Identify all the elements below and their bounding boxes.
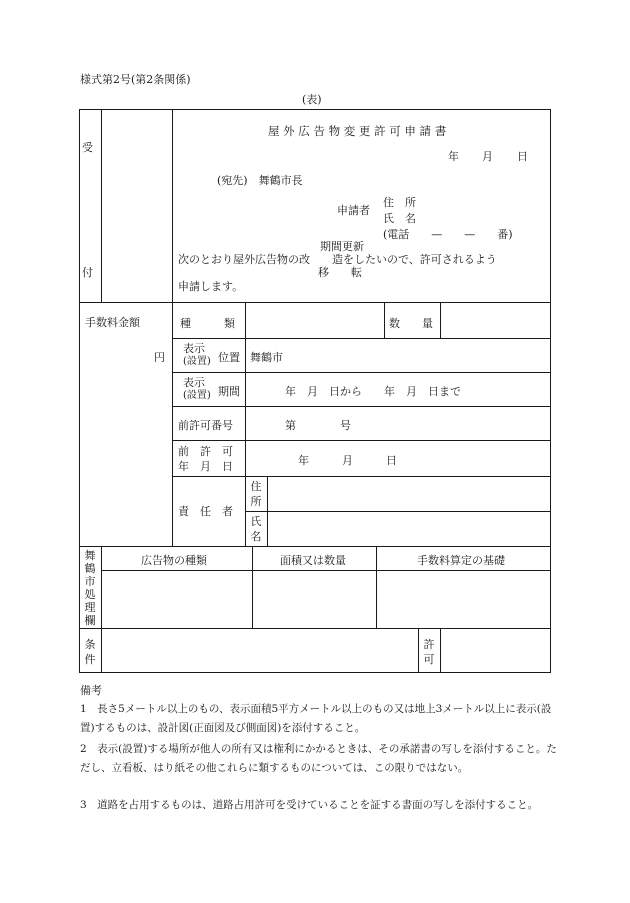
location-value: 舞鶴市 (250, 351, 283, 364)
processing-side-label: 舞 鶴 市 処 理 欄 (84, 549, 96, 627)
remarks-title: 備考 (80, 684, 102, 697)
permit-label: 許 可 (423, 638, 435, 666)
col-ad-type: 広告物の種類 (141, 554, 207, 567)
col-area-quantity: 面積又は数量 (280, 554, 346, 567)
prev-permit-no-label: 前許可番号 (178, 419, 233, 432)
body-line-2: 申請します。 (178, 280, 244, 293)
remark-item-1: 1 長さ5メートル以上のもの、表示面積5平方メートル以上のもの又は地上3メートル以上に表示(設置)するものは、設計図(正面図及び側面図)を添付すること。 (80, 703, 552, 734)
frame-bottom (79, 672, 551, 673)
display-location-prefix: 表示 (設置) (183, 342, 211, 367)
date-month: 月 (482, 150, 493, 163)
col-fee-basis: 手数料算定の基礎 (417, 554, 505, 567)
fee-unit: 円 (154, 351, 165, 364)
resp-address-label: 住 所 (250, 480, 262, 508)
frame-top (79, 109, 551, 110)
phone-line: (電話 — — 番) (383, 228, 513, 241)
address-label: 住 所 (383, 196, 416, 209)
location-label: 位置 (218, 351, 240, 364)
display-period-prefix: 表示 (設置) (183, 376, 211, 401)
prev-permit-date-value: 年 月 日 (298, 454, 397, 467)
resp-name-label: 氏 名 (250, 515, 262, 543)
fee-label: 手数料金額 (85, 316, 140, 329)
remark-item-2: 2 表示(設置)する場所が他人の所有又は権利にかかるときは、その承諾書の写しを添付すること。ただし、立看板、はり紙その他これらに類するものについては、この限りではない。 (80, 743, 557, 774)
frame-right (550, 109, 551, 673)
addressee: (宛先) 舞鶴市長 (217, 174, 303, 187)
quantity-label: 数 量 (389, 317, 433, 330)
kind-label: 種 類 (180, 317, 235, 330)
receipt-label-top: 受 (82, 141, 93, 154)
period-value: 年 月 日から 年 月 日まで (285, 385, 461, 398)
date-day: 日 (517, 150, 528, 163)
body-line-1: 次のとおり屋外広告物の改 造をしたいので、許可されるよう (178, 253, 497, 266)
prev-permit-no-value: 第 号 (285, 419, 351, 432)
date-year: 年 (448, 150, 459, 163)
form-number: 様式第2号(第2条関係) (80, 73, 191, 86)
form-title: 屋 外 広 告 物 変 更 許 可 申 請 書 (268, 124, 447, 138)
conditions-label: 条 件 (84, 638, 96, 666)
frame-left (79, 109, 80, 673)
receipt-label-bottom: 付 (82, 266, 93, 279)
prev-permit-date-label: 前 許 可 年 月 日 (178, 445, 233, 473)
name-label: 氏 名 (383, 212, 416, 225)
period-label: 期間 (218, 385, 240, 398)
form-side-label: (表) (302, 93, 322, 106)
option-relocate: 移 転 (318, 266, 362, 279)
option-renew-period: 期間更新 (320, 240, 364, 253)
responsible-label: 責 任 者 (178, 505, 233, 518)
applicant-label: 申請者 (337, 204, 370, 217)
remark-item-3: 3 道路を占用するものは、道路占用許可を受けていることを証する書面の写しを添付すること。 (80, 799, 539, 811)
